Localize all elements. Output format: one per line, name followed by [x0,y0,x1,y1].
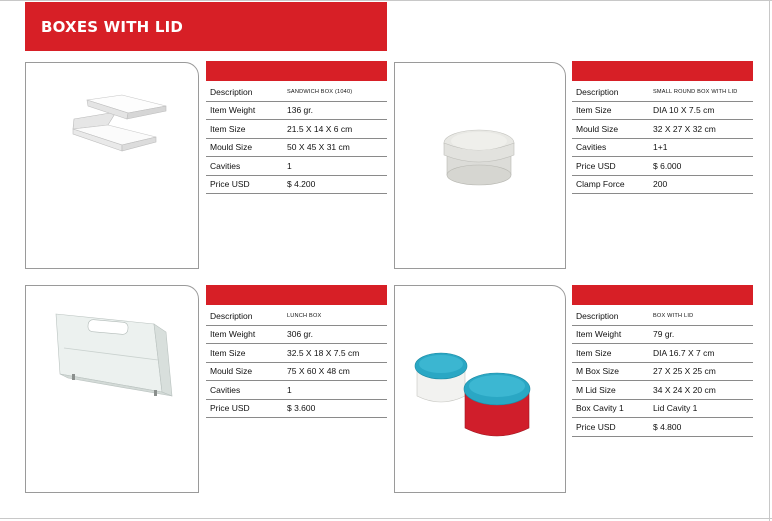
spec-value: 1+1 [649,138,753,157]
spec-row [572,101,753,120]
spec-value: $ 6.000 [649,157,753,176]
spec-value: $ 4.800 [649,418,753,437]
spec-row [572,120,753,139]
spec-row [206,120,387,139]
spec-label: Price USD [206,175,283,194]
spec-row [206,138,387,157]
spec-value: $ 3.600 [283,399,387,418]
spec-row [572,175,753,194]
box-with-lid-photo [394,285,566,493]
spec-value: $ 4.200 [283,175,387,194]
spec-row [572,381,753,400]
spec-label: Item Size [572,344,649,363]
spec-row [572,157,753,176]
spec-value: 1 [283,157,387,176]
spec-label: Box Cavity 1 [572,399,649,418]
spec-row [206,157,387,176]
spec-label: M Box Size [572,362,649,381]
spec-header-bar [206,61,387,81]
spec-value: DIA 10 X 7.5 cm [649,101,753,120]
spec-value: 75 X 60 X 48 cm [283,362,387,381]
spec-label: M Lid Size [572,381,649,400]
spec-row [206,381,387,400]
spec-label: Clamp Force [572,175,649,194]
spec-table [572,83,753,194]
lunch-box-image [26,286,199,493]
spec-row [572,362,753,381]
spec-value: 34 X 24 X 20 cm [649,381,753,400]
spec-label: Description [206,307,283,325]
spec-label: Item Size [572,101,649,120]
spec-value: BOX WITH LID [649,307,753,325]
sandwich-box-photo [25,62,199,269]
page-frame-right [769,0,770,521]
spec-label: Price USD [572,418,649,437]
spec-row [572,307,753,325]
spec-value: 306 gr. [283,325,387,344]
spec-table [206,83,387,194]
box-with-lid-image [395,286,566,493]
spec-row [206,101,387,120]
spec-label: Price USD [206,399,283,418]
spec-row [572,399,753,418]
spec-label: Item Size [206,344,283,363]
spec-value: 27 X 25 X 25 cm [649,362,753,381]
spec-row [206,325,387,344]
spec-label: Mould Size [572,120,649,139]
spec-value: 79 gr. [649,325,753,344]
spec-value: 32 X 27 X 32 cm [649,120,753,139]
spec-label: Item Weight [206,325,283,344]
spec-row [206,399,387,418]
spec-row [572,325,753,344]
sandwich-box-image [26,63,199,269]
spec-header-bar [206,285,387,305]
spec-row [206,307,387,325]
spec-row [206,362,387,381]
spec-row [206,344,387,363]
spec-value: SANDWICH BOX (1040) [283,83,387,101]
spec-value: 21.5 X 14 X 6 cm [283,120,387,139]
spec-row [572,138,753,157]
lunch-box-spec [206,285,387,418]
spec-row [206,175,387,194]
spec-label: Cavities [206,157,283,176]
small-round-box-image [395,63,566,269]
spec-label: Mould Size [206,362,283,381]
spec-value: Lid Cavity 1 [649,399,753,418]
spec-label: Item Size [206,120,283,139]
spec-header-bar [572,285,753,305]
spec-value: 200 [649,175,753,194]
small-round-box-spec [572,61,753,194]
box-with-lid-spec [572,285,753,437]
spec-value: 136 gr. [283,101,387,120]
spec-label: Description [206,83,283,101]
spec-label: Price USD [572,157,649,176]
spec-value: 50 X 45 X 31 cm [283,138,387,157]
spec-label: Cavities [206,381,283,400]
spec-value: SMALL ROUND BOX WITH LID [649,83,753,101]
spec-table [572,307,753,437]
spec-row [572,418,753,437]
small-round-box-photo [394,62,566,269]
spec-value: LUNCH BOX [283,307,387,325]
spec-row [572,83,753,101]
spec-label: Item Weight [572,325,649,344]
spec-label: Description [572,83,649,101]
spec-value: 1 [283,381,387,400]
spec-row [206,83,387,101]
page-frame-bottom [0,518,772,519]
page-frame-top [0,0,772,1]
spec-row [572,344,753,363]
sandwich-box-spec [206,61,387,194]
spec-label: Description [572,307,649,325]
spec-table [206,307,387,418]
spec-value: DIA 16.7 X 7 cm [649,344,753,363]
spec-label: Item Weight [206,101,283,120]
spec-label: Mould Size [206,138,283,157]
page-title: BOXES WITH LID [25,2,387,51]
spec-value: 32.5 X 18 X 7.5 cm [283,344,387,363]
lunch-box-photo [25,285,199,493]
spec-label: Cavities [572,138,649,157]
spec-header-bar [572,61,753,81]
